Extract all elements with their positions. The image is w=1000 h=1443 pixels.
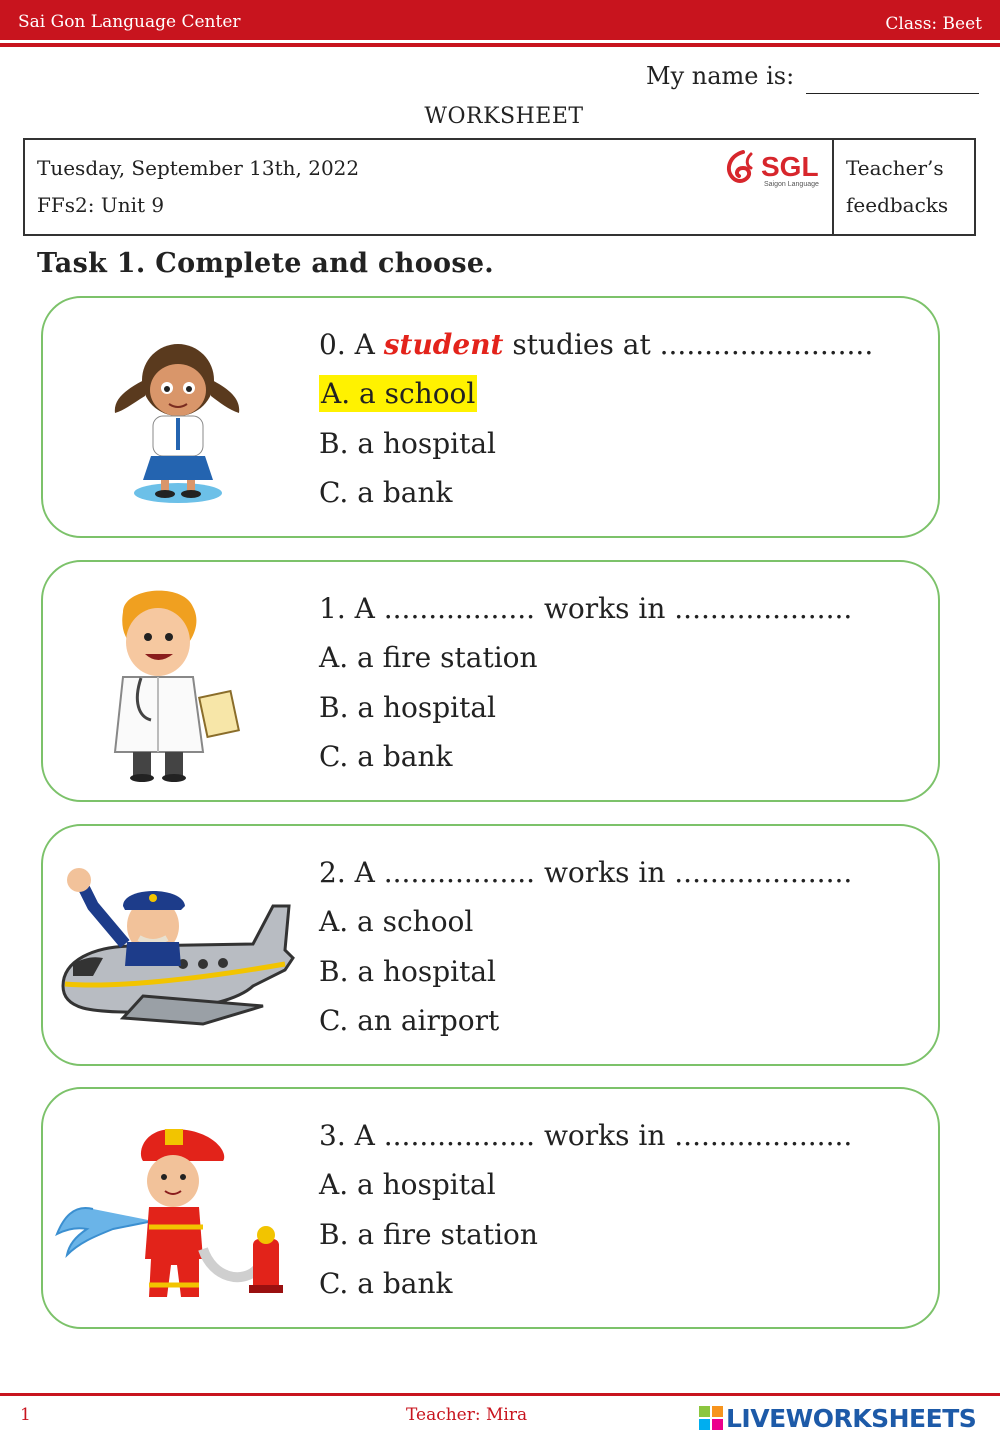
question-0-option-c[interactable]: C. a bank [319,476,453,509]
class-label: Class: Beet [885,14,982,34]
liveworksheets-brand[interactable] [698,1404,976,1433]
question-3-text: 3. A ................. works in .................... [319,1119,853,1152]
feedback-divider [832,140,834,236]
question-3-option-a[interactable]: A. a hospital [319,1168,496,1201]
question-1-option-a[interactable]: A. a fire station [319,641,538,674]
question-1-option-c[interactable]: C. a bank [319,740,453,773]
name-input-line[interactable] [806,93,979,94]
date-text: Tuesday, September 13th, 2022 [37,156,360,180]
pilot-airplane-icon [53,846,303,1046]
liveworksheets-logo-icon [698,1405,724,1431]
feedback-label-line2: feedbacks [846,193,949,217]
question-0-option-a[interactable] [319,377,477,410]
student-girl-icon [53,318,303,518]
header-bar [0,0,1000,40]
question-0-option-a-label: A. a school [321,377,476,410]
question-0-prefix: 0. A [319,328,384,361]
question-3-option-c[interactable]: C. a bank [319,1267,453,1300]
svg-text:Saigon Language: Saigon Language [764,181,819,188]
unit-text: FFs2: Unit 9 [37,193,165,217]
liveworksheets-text: LIVEWORKSHEETS [726,1404,977,1433]
page-number: 1 [20,1405,31,1425]
task-title: Task 1. Complete and choose. [37,248,494,279]
footer-divider [0,1393,1000,1396]
header-divider [0,43,1000,47]
question-1-option-b[interactable]: B. a hospital [319,691,497,724]
question-2-option-a[interactable]: A. a school [319,905,474,938]
worksheet-title: WORKSHEET [424,104,584,129]
question-0-text [319,328,873,361]
feedback-label-line1: Teacher’s [846,156,944,180]
name-label: My name is: [646,62,795,90]
teacher-name: Teacher: Mira [406,1405,528,1425]
question-0-option-b[interactable]: B. a hospital [319,427,497,460]
question-1-text: 1. A ................. works in .................... [319,592,853,625]
sgl-logo-icon [721,146,831,194]
center-name: Sai Gon Language Center [18,12,241,32]
question-0-rest: studies at ........................ [503,328,874,361]
question-3-option-b[interactable]: B. a fire station [319,1218,538,1251]
question-card-3 [41,1087,940,1329]
doctor-icon [53,582,303,782]
question-2-text: 2. A ................. works in .................... [319,856,853,889]
question-2-option-c[interactable]: C. an airport [319,1004,500,1037]
firefighter-icon [53,1109,303,1309]
question-card-0 [41,296,940,538]
question-card-1 [41,560,940,802]
question-2-option-b[interactable]: B. a hospital [319,955,497,988]
question-0-answer-word: student [383,328,504,361]
question-card-2 [41,824,940,1066]
info-box [23,138,976,236]
svg-text:SGL: SGL [761,151,819,182]
